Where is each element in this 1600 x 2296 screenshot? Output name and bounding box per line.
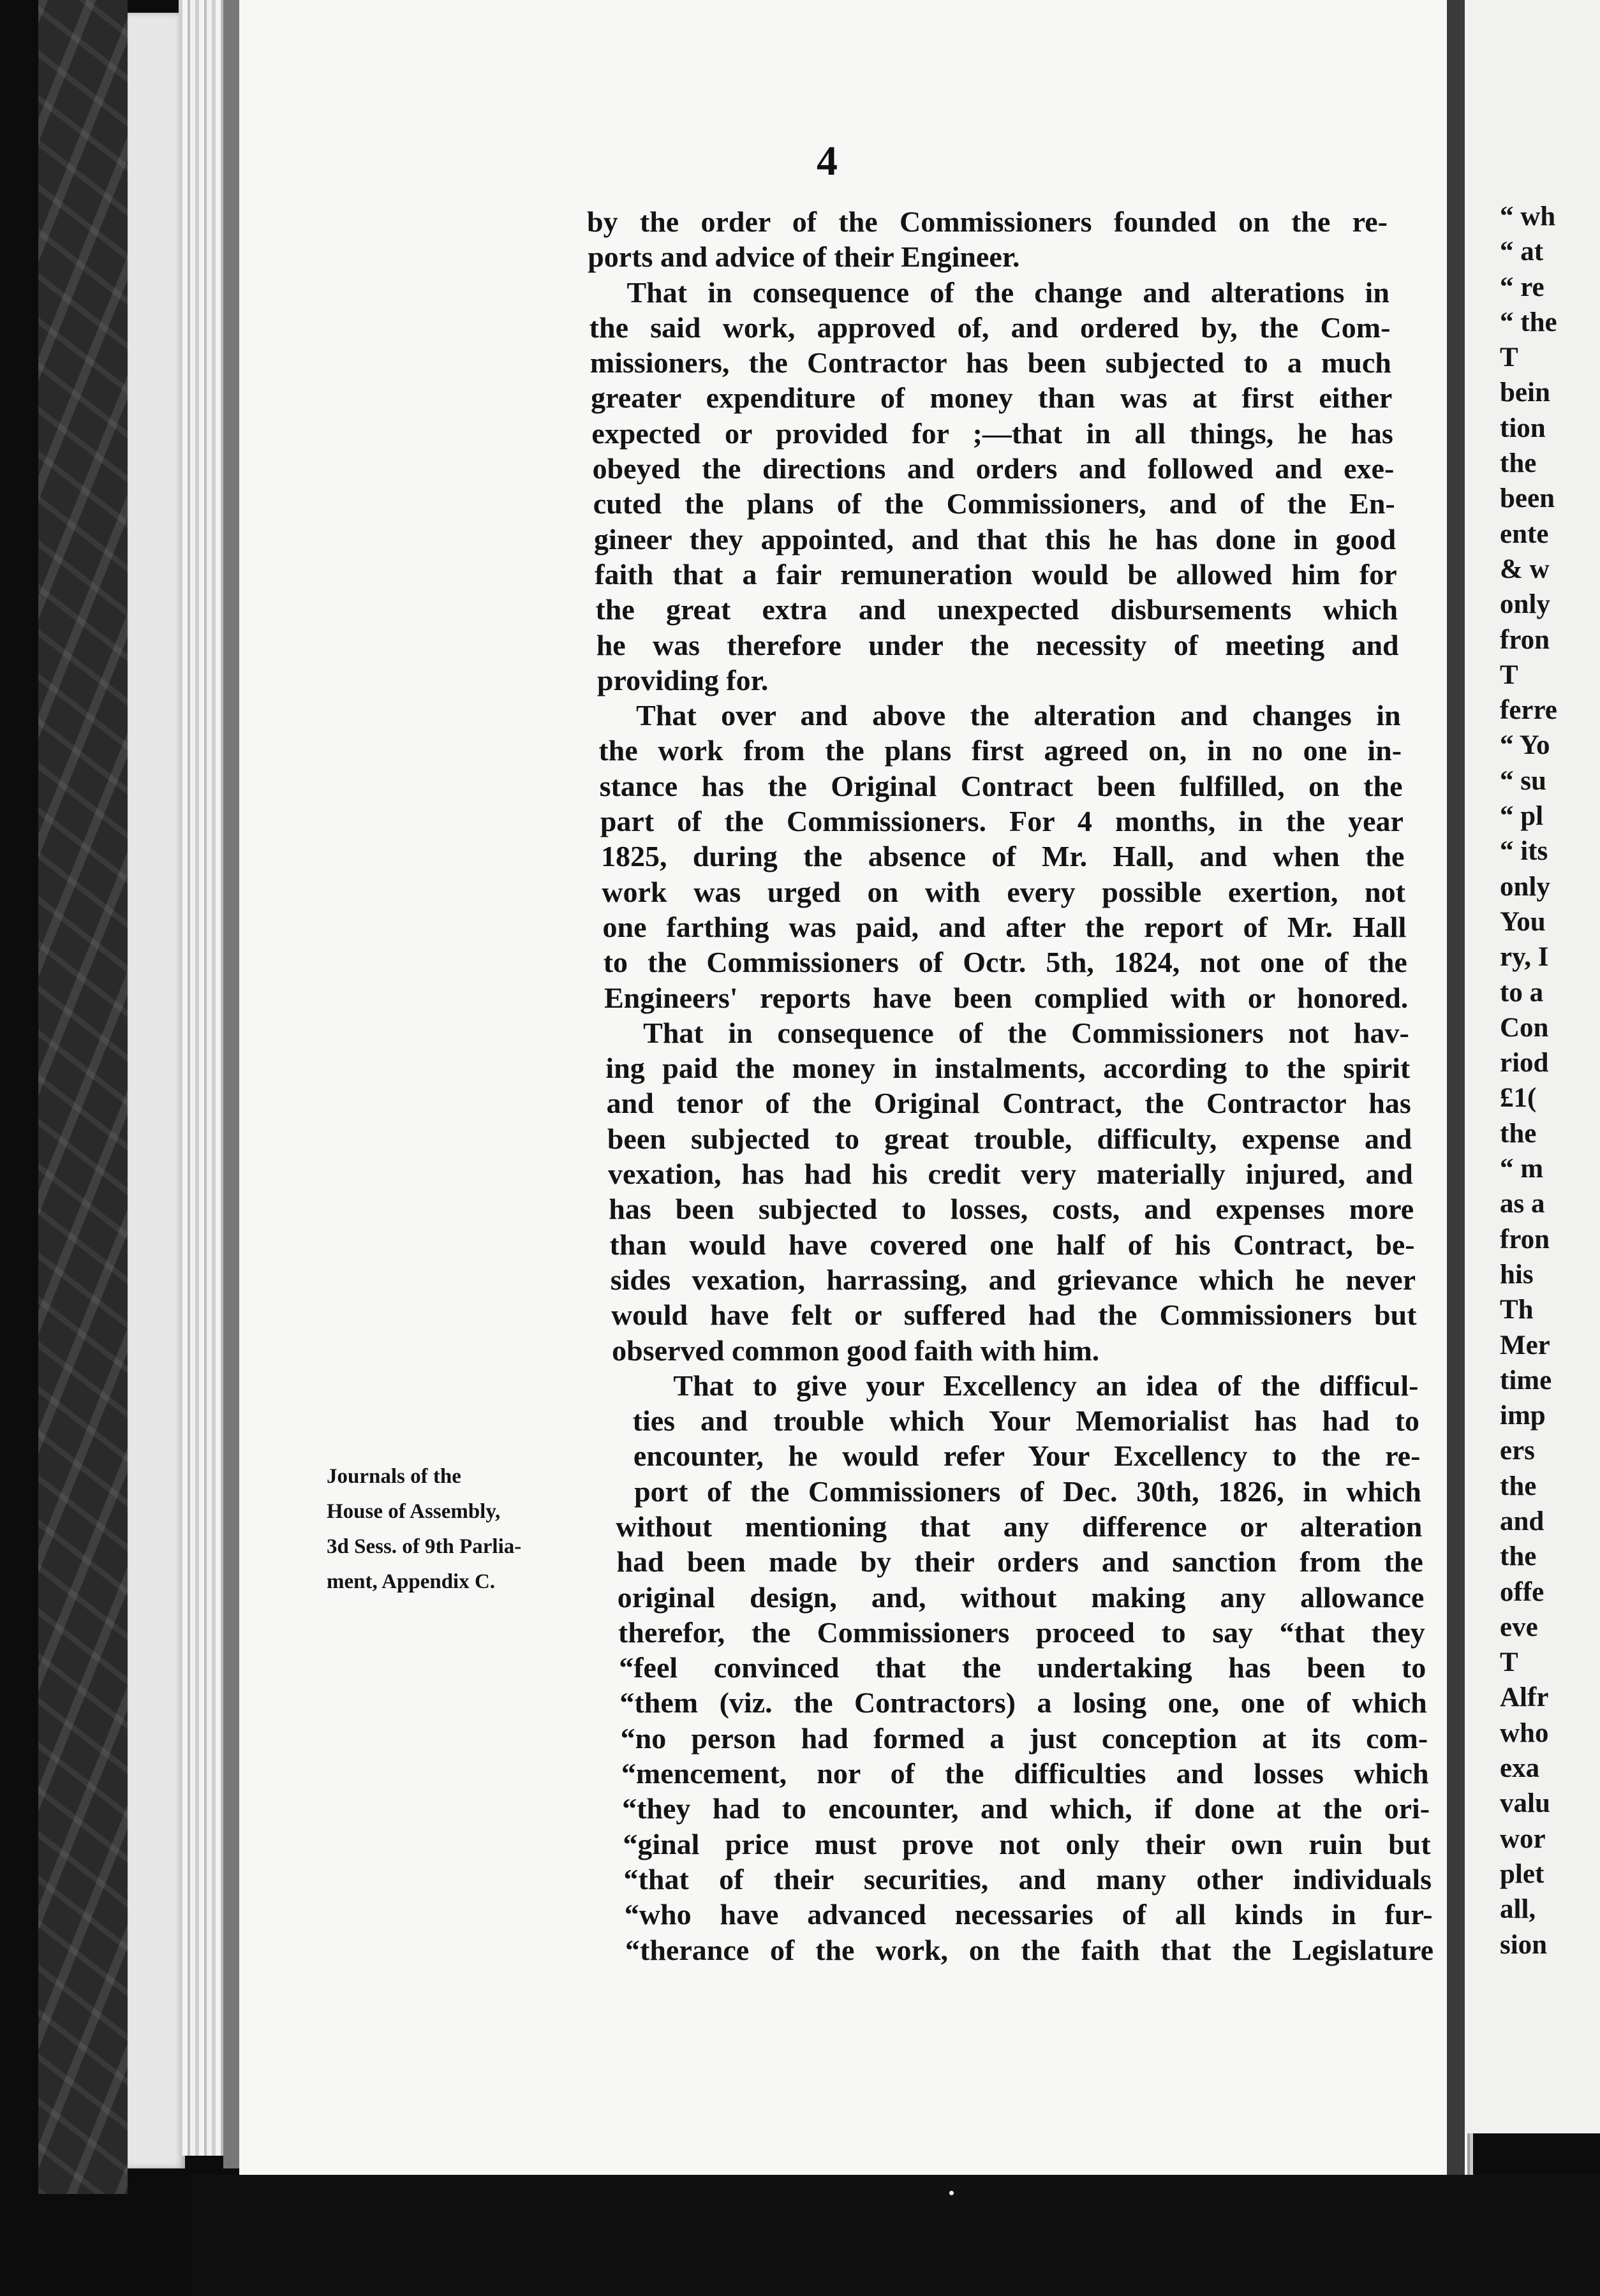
text-line: observed common good faith with him. xyxy=(612,1334,1100,1367)
facing-text-line: “ pl xyxy=(1500,801,1544,832)
text-line: to the Commissioners of Octr. 5th, 1824, not one of the xyxy=(603,946,1407,979)
facing-text-line: Con xyxy=(1500,1012,1549,1043)
text-line: and tenor of the Original Contract, the Contractor has xyxy=(606,1087,1411,1120)
facing-text-line: only xyxy=(1500,589,1550,620)
text-line: stance has the Original Contract been fulfilled, on the xyxy=(599,769,1403,802)
text-line: That in consequence of the Commissioners not hav- xyxy=(643,1016,1409,1049)
facing-text-line: plet xyxy=(1500,1858,1544,1889)
facing-text-line: time xyxy=(1500,1365,1552,1395)
text-line: he was therefore under the necessity of meeting and xyxy=(596,628,1399,661)
text-line: work was urged on with every possible exertion, not xyxy=(602,875,1405,908)
facing-text-line: T xyxy=(1500,659,1518,690)
text-line: 1825, during the absence of Mr. Hall, and when the xyxy=(601,840,1405,873)
facing-text-line: offe xyxy=(1500,1577,1544,1607)
facing-text-line: fron xyxy=(1500,624,1550,655)
facing-text-line: the xyxy=(1500,448,1537,479)
facing-text-line: “ Yo xyxy=(1500,730,1550,761)
page-number: 4 xyxy=(817,138,838,184)
text-line: That over and above the alteration and changes in xyxy=(636,699,1401,732)
text-line: “they had to encounter, and which, if done at the ori- xyxy=(622,1792,1430,1825)
text-line: by the order of the Commissioners founded on the re- xyxy=(587,205,1388,238)
margin-note-line: ment, Appendix C. xyxy=(327,1570,496,1593)
text-line: “no person had formed a just conception at its com- xyxy=(620,1721,1428,1755)
text-line: original design, and, without making any allowance xyxy=(617,1580,1425,1614)
text-line: part of the Commissioners. For 4 months, in the year xyxy=(600,805,1404,838)
facing-text-line: bein xyxy=(1500,378,1550,408)
margin-note xyxy=(327,1459,521,1600)
text-line: faith that a fair remuneration would be allowed him for xyxy=(595,557,1397,591)
facing-text-line: eve xyxy=(1500,1612,1538,1642)
facing-text-line: valu xyxy=(1500,1788,1550,1819)
facing-text-line: who xyxy=(1500,1718,1549,1748)
facing-text-line: & w xyxy=(1500,554,1550,584)
facing-text-line: the xyxy=(1500,1542,1537,1572)
facing-text-line: “ the xyxy=(1500,307,1557,337)
facing-text-line: “ wh xyxy=(1500,202,1556,232)
facing-text-line: only xyxy=(1500,871,1550,902)
facing-text-line: ferre xyxy=(1500,695,1557,726)
facing-text-line: T xyxy=(1500,1647,1518,1678)
text-line: sides vexation, harrassing, and grievance which he never xyxy=(610,1263,1416,1296)
text-line: the great extra and unexpected disbursements which xyxy=(595,593,1398,626)
facing-text-line: all, xyxy=(1500,1894,1536,1925)
text-line: “mencement, nor of the difficulties and losses which xyxy=(621,1757,1429,1790)
facing-text-line: fron xyxy=(1500,1224,1550,1255)
facing-text-line: ers xyxy=(1500,1436,1535,1466)
facing-text-line: ry, I xyxy=(1500,942,1549,973)
facing-text-line: the xyxy=(1500,1118,1537,1149)
facing-text-line: £1( xyxy=(1500,1083,1537,1114)
text-line: without mentioning that any difference or alteration xyxy=(616,1510,1423,1543)
facing-text-line: to a xyxy=(1500,977,1544,1008)
facing-text-line: You xyxy=(1500,906,1546,937)
facing-text-line: T xyxy=(1500,342,1518,373)
margin-note-line: Journals of the xyxy=(327,1465,461,1488)
text-line: That in consequence of the change and alterations in xyxy=(626,276,1389,309)
facing-text-line: his xyxy=(1500,1259,1534,1290)
text-line: “therance of the work, on the faith that the Legislature xyxy=(625,1933,1433,1966)
facing-text-line: riod xyxy=(1500,1048,1549,1078)
page-divider xyxy=(1447,0,1465,2175)
text-line: would have felt or suffered had the Commissioners but xyxy=(611,1299,1417,1332)
text-line: obeyed the directions and orders and followed and exe- xyxy=(592,452,1395,485)
bottom-shadow xyxy=(191,2175,1600,2296)
facing-text-line: “ its xyxy=(1500,836,1548,867)
facing-text-line: “ su xyxy=(1500,765,1546,796)
page-mark xyxy=(949,2191,954,2195)
facing-text-line: been xyxy=(1500,483,1555,514)
facing-text-line: ente xyxy=(1500,519,1549,549)
text-line: Engineers' reports have been complied with or honored. xyxy=(604,981,1409,1014)
facing-text-line: wor xyxy=(1500,1823,1546,1854)
facing-text-line: Alfr xyxy=(1500,1682,1549,1713)
facing-text-line: exa xyxy=(1500,1753,1540,1784)
facing-text-line: “ at xyxy=(1500,237,1544,267)
text-line: expected or provided for ;—that in all things, he has xyxy=(591,416,1393,450)
text-line: ing paid the money in instalments, according to the spirit xyxy=(605,1052,1411,1085)
text-line: providing for. xyxy=(596,663,769,696)
facing-text-line: the xyxy=(1500,1471,1537,1501)
text-line: ties and trouble which Your Memorialist has had to xyxy=(632,1404,1419,1438)
text-line: therefor, the Commissioners proceed to say “that they xyxy=(618,1615,1425,1649)
margin-note-line: 3d Sess. of 9th Parlia- xyxy=(327,1535,522,1558)
facing-page xyxy=(1465,0,1600,2133)
text-line: “who have advanced necessaries of all kinds in fur- xyxy=(624,1898,1433,1931)
text-line: “that of their securities, and many other individuals xyxy=(623,1862,1432,1895)
facing-text-line: imp xyxy=(1500,1401,1546,1431)
facing-page-text xyxy=(1500,199,1557,1962)
text-line: “them (viz. the Contractors) a losing one, one of which xyxy=(619,1686,1427,1719)
text-line: vexation, has had his credit very materially injured, and xyxy=(608,1158,1413,1191)
text-line: port of the Commissioners of Dec. 30th, 1826, in which xyxy=(634,1475,1421,1508)
facing-text-line: sion xyxy=(1500,1929,1548,1960)
text-line: ports and advice of their Engineer. xyxy=(588,240,1020,274)
facing-text-line: “ m xyxy=(1500,1154,1544,1184)
text-line: one farthing was paid, and after the report of Mr. Hall xyxy=(602,910,1407,943)
facing-text-line: and xyxy=(1500,1506,1544,1536)
text-line: “feel convinced that the undertaking has been to xyxy=(619,1651,1426,1684)
text-line: been subjected to great trouble, difficulty, expense and xyxy=(607,1122,1412,1155)
body-text xyxy=(0,204,1447,1968)
margin-note-line: House of Assembly, xyxy=(327,1500,501,1523)
text-line: than would have covered one half of his Contract, be- xyxy=(609,1228,1415,1261)
text-line: That to give your Excellency an idea of the difficul- xyxy=(673,1369,1419,1402)
text-line: cuted the plans of the Commissioners, and of the En- xyxy=(593,487,1395,520)
text-line: the said work, approved of, and ordered by, the Com- xyxy=(589,311,1391,344)
facing-text-line: tion xyxy=(1500,413,1546,443)
text-line: gineer they appointed, and that this he has done in good xyxy=(594,522,1396,556)
text-line: encounter, he would refer Your Excellency to the re- xyxy=(633,1439,1421,1473)
text-line: had been made by their orders and sanction from the xyxy=(616,1545,1423,1578)
facing-text-line: Th xyxy=(1500,1295,1534,1325)
text-line: the work from the plans first agreed on, in no one in- xyxy=(598,734,1402,767)
text-line: missioners, the Contractor has been subjected to a much xyxy=(589,346,1391,379)
facing-text-line: Mer xyxy=(1500,1330,1550,1360)
facing-text-line: as a xyxy=(1500,1189,1545,1219)
facing-text-line: “ re xyxy=(1500,272,1544,302)
text-line: greater expenditure of money than was at first either xyxy=(591,381,1393,415)
text-line: has been subjected to losses, costs, and expenses more xyxy=(609,1193,1414,1226)
text-line: “ginal price must prove not only their own ruin but xyxy=(623,1827,1431,1860)
